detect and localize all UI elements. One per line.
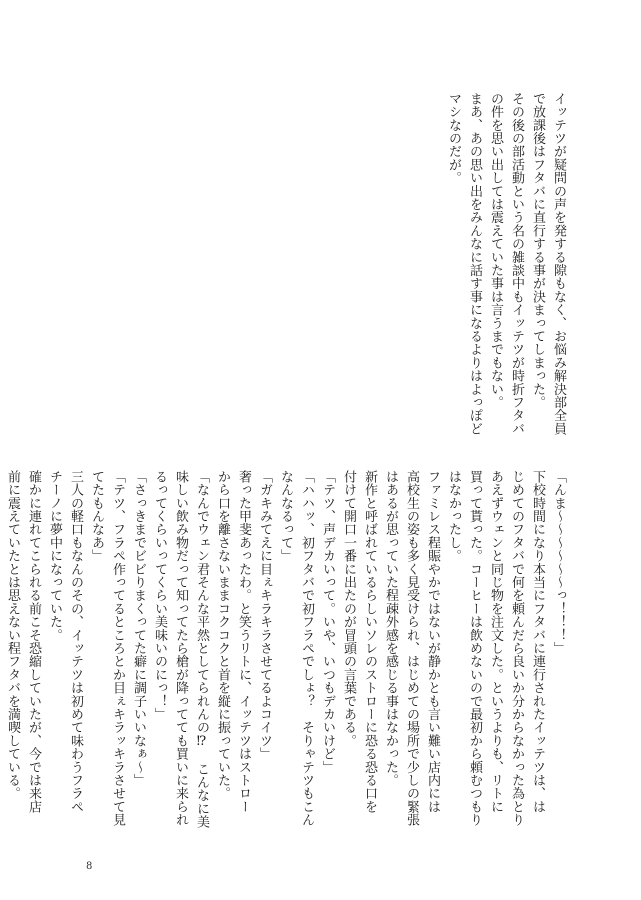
text-line: から口を離さないままコクコクと首を縦に振っていた。 <box>215 470 230 800</box>
page-number: 8 <box>86 861 93 872</box>
text-line: はなかったし。 <box>446 470 461 563</box>
text-line: 「さっきまでビビりまくってた癖に調子いいなぁ〜」 <box>131 470 146 787</box>
text-line: なんなるって」 <box>278 470 293 563</box>
text-line: 前に震えていたとは思えない程フタバを満喫している。 <box>5 470 20 800</box>
text-line: 高校生の姿も多く見受けられ、はじめての場所で少しの緊張 <box>404 470 419 827</box>
text-line: 三人の軽口もなんのその、イッテツは初めて味わうフラペ <box>68 470 83 814</box>
text-line: イッテツが疑問の声を発する隙もなく、お悩み解決部全員 <box>551 92 566 436</box>
text-line: 付けて開口一番に出たのが冒頭の言葉である。 <box>341 470 356 748</box>
text-line: 「テツ、声デカいって。いや、いつもデカいけど」 <box>320 470 335 774</box>
text-line: で放課後はフタバに直行する事が決まってしまった。 <box>530 92 545 409</box>
text-line: はあるが思っていた程疎外感を感じる事はなかった。 <box>383 470 398 787</box>
text-line: 味しい飲み物だって知ってたら槍が降ってても買いに来られ <box>173 470 188 827</box>
text-line: 「ガキみてえに目ぇキラキラさせてるよコイツ」 <box>257 470 272 761</box>
text-line: の件を思い出しては震えていた事は言うまでもない。 <box>488 92 503 409</box>
bottom-paragraph-block <box>2 470 569 850</box>
text-line: 「テツ、フラペ作ってるところとか目ぇキラッキラさせて見 <box>110 470 125 827</box>
text-line: るってくらいってくらい美味いのにっ！」 <box>152 470 167 721</box>
text-line: 確かに連れてこられる前こそ恐縮していたが、今では来店 <box>26 470 41 814</box>
text-line: あえずウェンと同じ物を注文した。というよりも、リトに <box>488 470 503 814</box>
text-line: まあ、あの思い出をみんなに話す事になるよりはよっぽど <box>467 92 482 436</box>
text-line: てたもんなあ」 <box>89 470 104 563</box>
text-line: 「ハハッ、初フタバで初フラペでしょ？ そりゃテツもこん <box>299 470 314 827</box>
text-line: 「なんでウェン君そんな平然としてられんの⁉ こんなに美 <box>194 470 209 829</box>
text-line: 奢った甲斐あったわ。と笑うリトに、イッテツはストロー <box>236 470 251 814</box>
text-line: マシなのだが。 <box>446 92 461 185</box>
text-line: じめてのフタバで何を頼んだら良いか分からなかった為とり <box>509 470 524 827</box>
text-line: 買って貰った。コーヒーは飲めないので最初から頼むつもり <box>467 470 482 827</box>
text-line: 下校時間になり本当にフタバに連行されたイッテツは、は <box>530 470 545 814</box>
text-line: その後の部活動という名の雑談中もイッテツが時折フタバ <box>509 92 524 436</box>
text-line: 「んま〜〜〜〜〜〜っ！！！」 <box>551 470 566 655</box>
text-line: ファミレス程賑やかではないが静かとも言い難い店内には <box>425 470 440 814</box>
text-line: 新作と呼ばれているらしいソレのストローに恐る恐る口を <box>362 470 377 814</box>
text-line: チーノに夢中になっていた。 <box>47 470 62 642</box>
top-paragraph-block <box>443 92 569 436</box>
